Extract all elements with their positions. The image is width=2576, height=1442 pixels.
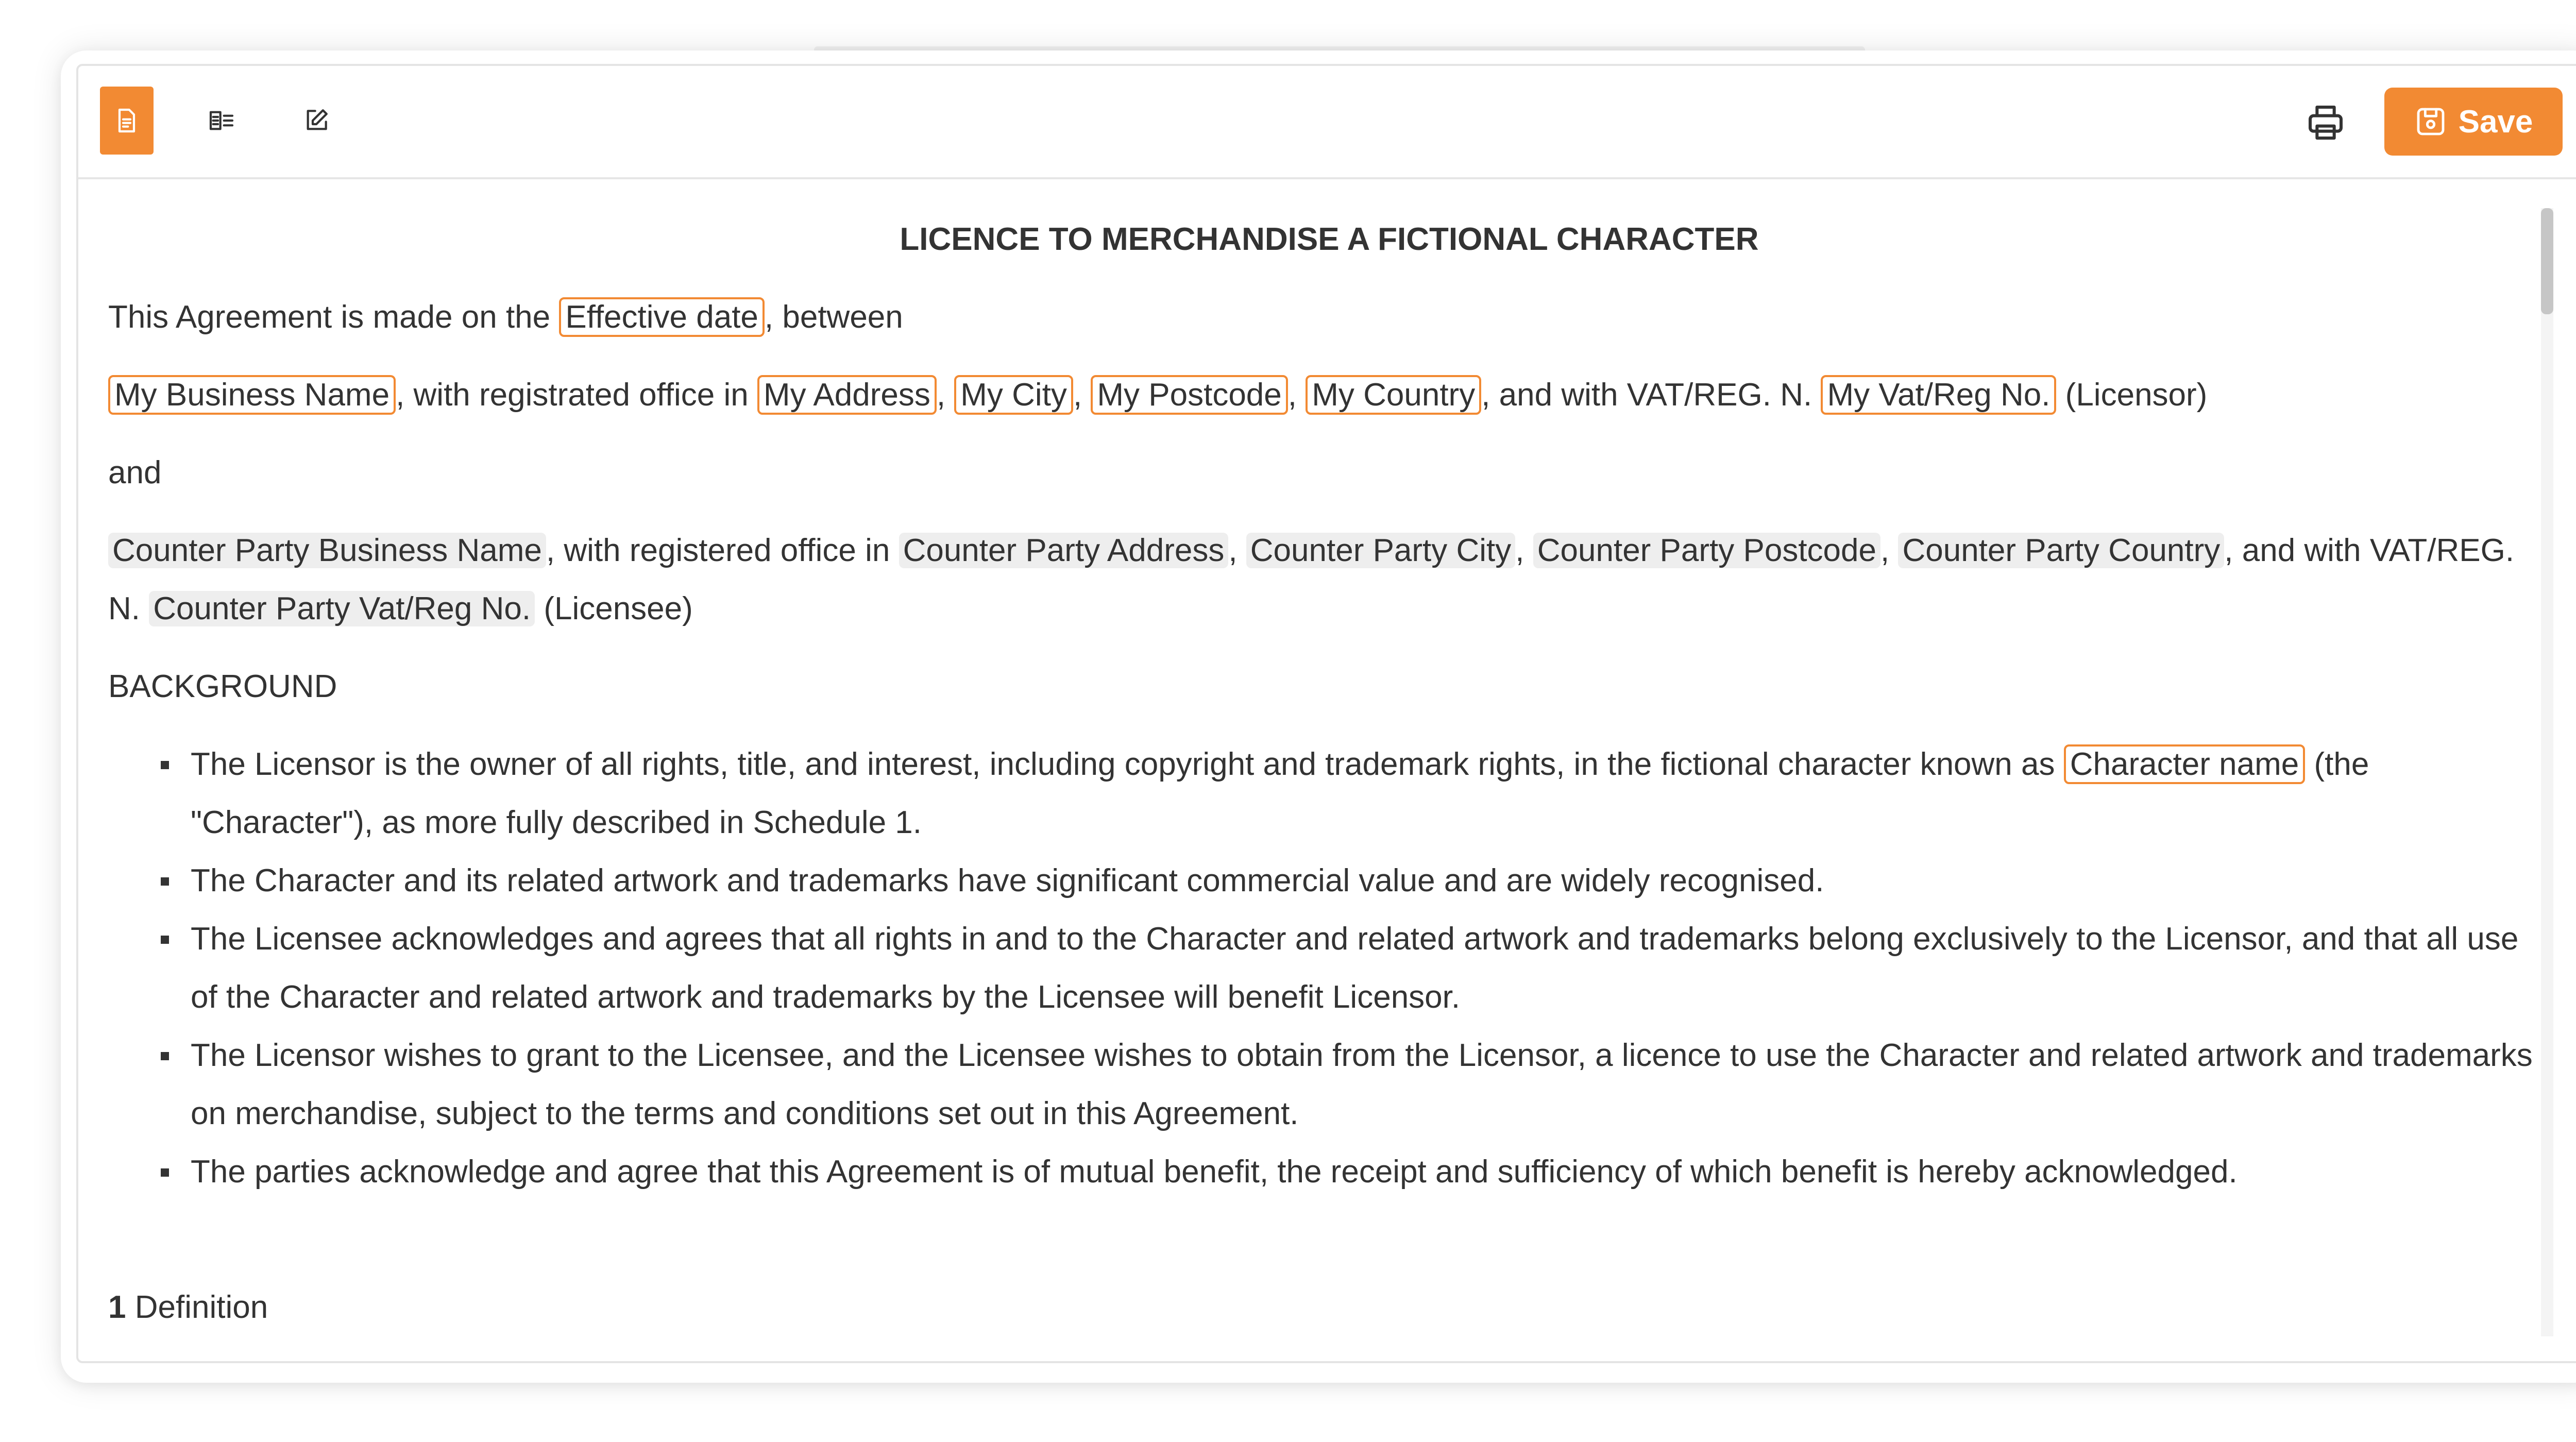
list-item: The Licensee acknowledges and agrees that all rights in and to the Character and related artwork and trademarks belong exclusively to the Licensor, and that all use of the Character and related artwork and trademarks by the Licensee will benefit Licensor. bbox=[191, 910, 2550, 1026]
list-item: The Licensor wishes to grant to the Licensee, and the Licensee wishes to obtain from the Licensor, a licence to use the Character and related artwork and trademarks on merchandise, subject to the terms and conditions set out in this Agreement. bbox=[191, 1026, 2550, 1143]
and-paragraph: and bbox=[108, 455, 162, 490]
document-list-button[interactable] bbox=[195, 87, 248, 155]
postcode-field[interactable]: My Postcode bbox=[1091, 375, 1287, 415]
edit-button[interactable] bbox=[290, 87, 343, 155]
vat-field[interactable]: My Vat/Reg No. bbox=[1821, 375, 2056, 415]
save-button[interactable] bbox=[2384, 88, 2563, 156]
edit-icon bbox=[302, 106, 331, 135]
business-name-field[interactable]: My Business Name bbox=[108, 375, 396, 415]
counter-party-vat-field[interactable]: Counter Party Vat/Reg No. bbox=[149, 591, 535, 626]
print-button[interactable] bbox=[2305, 102, 2346, 143]
counter-party-postcode-field[interactable]: Counter Party Postcode bbox=[1533, 533, 1880, 568]
character-name-field[interactable]: Character name bbox=[2064, 744, 2306, 784]
document-title: LICENCE TO MERCHANDISE A FICTIONAL CHARACTER bbox=[900, 222, 1759, 257]
address-field[interactable]: My Address bbox=[757, 375, 937, 415]
licensee-paragraph: Counter Party Business Name , with registered office in Counter Party Address , Counter Party City , Counter Party Postcode , Counter Party Country , and with VAT/REG. N. Counter Party Vat/Reg No. (Licensee) bbox=[108, 533, 2515, 626]
city-field[interactable]: My City bbox=[954, 375, 1073, 415]
save-label: Save bbox=[2458, 104, 2533, 140]
counter-party-city-field[interactable]: Counter Party City bbox=[1246, 533, 1516, 568]
document-view-button[interactable] bbox=[100, 87, 154, 155]
toolbar bbox=[78, 66, 2576, 179]
section-title: Definition bbox=[126, 1290, 268, 1325]
list-item: The parties acknowledge and agree that this Agreement is of mutual benefit, the receipt and sufficiency of which benefit is hereby acknowledged. bbox=[191, 1143, 2550, 1201]
background-list bbox=[108, 735, 2550, 1201]
document-list-icon bbox=[207, 106, 236, 135]
effective-date-field[interactable]: Effective date bbox=[559, 297, 765, 337]
section-number: 1 bbox=[108, 1290, 126, 1325]
print-icon bbox=[2305, 102, 2346, 143]
licensor-paragraph: My Business Name , with registrated office in My Address , My City , My Postcode , My Country , and with VAT/REG. N. My Vat/Reg No. (Licensor) bbox=[108, 366, 2550, 424]
counter-party-address-field[interactable]: Counter Party Address bbox=[899, 533, 1229, 568]
list-item: The Character and its related artwork and trademarks have significant commercial value and are widely recognised. bbox=[191, 852, 2550, 910]
document-icon bbox=[112, 106, 141, 135]
country-field[interactable]: My Country bbox=[1306, 375, 1481, 415]
counter-party-country-field[interactable]: Counter Party Country bbox=[1898, 533, 2224, 568]
agreement-date-paragraph: This Agreement is made on the Effective date , between bbox=[108, 288, 2550, 346]
list-item: The Licensor is the owner of all rights, title, and interest, including copyright and trademark rights, in the fictional character known as Character name (the "Character"), as more fully described in Schedule 1. bbox=[191, 735, 2550, 852]
background-heading: BACKGROUND bbox=[108, 669, 337, 704]
section-definition-heading bbox=[108, 1278, 2550, 1336]
save-icon bbox=[2414, 105, 2447, 138]
document-content bbox=[108, 210, 2550, 1336]
editor-frame bbox=[76, 64, 2576, 1363]
counter-party-business-name-field[interactable]: Counter Party Business Name bbox=[108, 533, 546, 568]
